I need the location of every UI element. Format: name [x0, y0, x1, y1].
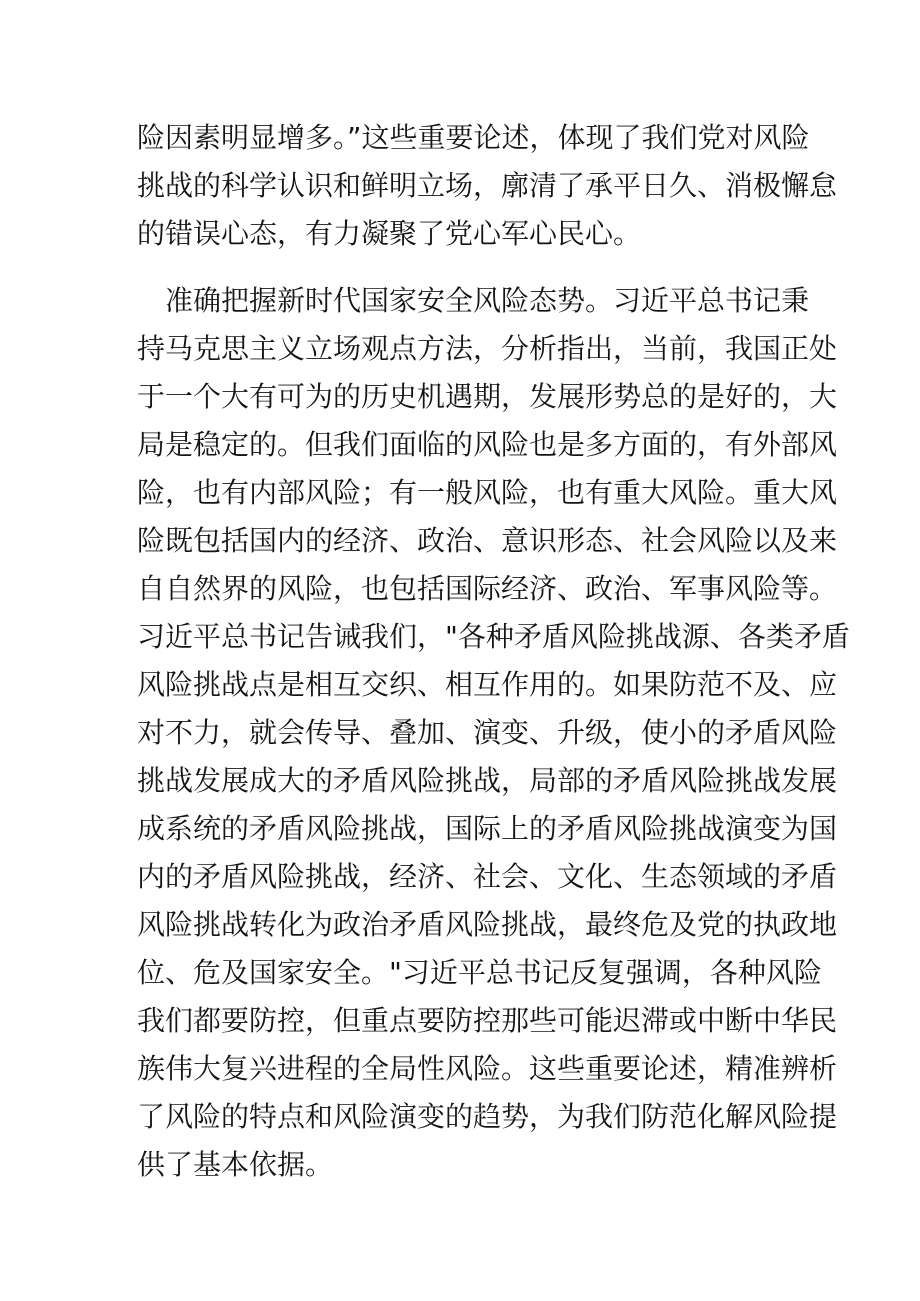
paragraph-line: 内的矛盾风险挑战，经济、社会、文化、生态领域的矛盾 [137, 860, 838, 893]
paragraph-line: 风险挑战转化为政治矛盾风险挑战，最终危及党的执政地 [137, 908, 838, 941]
paragraph-line: 了风险的特点和风险演变的趋势，为我们防范化解风险提 [137, 1100, 838, 1133]
paragraph-line: 习近平总书记告诫我们，"各种矛盾风险挑战源、各类矛盾 [137, 620, 850, 653]
paragraph-line: 险因素明显增多。”这些重要论述，体现了我们党对风险 [137, 121, 810, 154]
paragraph-line: 险既包括国内的经济、政治、意识形态、社会风险以及来 [137, 524, 838, 557]
paragraph-line: 我们都要防控，但重点要防控那些可能迟滞或中断中华民 [137, 1004, 838, 1037]
paragraph-line: 于一个大有可为的历史机遇期，发展形势总的是好的，大 [137, 380, 838, 413]
paragraph-line: 局是稳定的。但我们面临的风险也是多方面的，有外部风 [137, 428, 838, 461]
paragraph-1 [137, 114, 838, 258]
paragraph-line: 供了基本依据。 [137, 1148, 334, 1181]
paragraph-line: 险，也有内部风险；有一般风险，也有重大风险。重大风 [137, 476, 838, 509]
paragraph-line: 成系统的矛盾风险挑战，国际上的矛盾风险挑战演变为国 [137, 812, 838, 845]
paragraph-line: 对不力，就会传导、叠加、演变、升级，使小的矛盾风险 [137, 716, 838, 749]
paragraph-line: 挑战的科学认识和鲜明立场，廓清了承平日久、消极懈怠 [137, 169, 838, 202]
paragraph-line: 位、危及国家安全。"习近平总书记反复强调，各种风险 [137, 956, 822, 989]
paragraph-line: 持马克思主义立场观点方法，分析指出，当前，我国正处 [137, 332, 838, 365]
paragraph-line: 的错误心态，有力凝聚了党心军心民心。 [137, 217, 642, 250]
paragraph-line: 自自然界的风险，也包括国际经济、政治、军事风险等。 [137, 572, 838, 605]
paragraph-line: 准确把握新时代国家安全风险态势。习近平总书记秉 [165, 284, 810, 317]
paragraph-line: 挑战发展成大的矛盾风险挑战，局部的矛盾风险挑战发展 [137, 764, 838, 797]
paragraph-line: 风险挑战点是相互交织、相互作用的。如果防范不及、应 [137, 668, 838, 701]
paragraph-2 [137, 277, 850, 1189]
paragraph-line: 族伟大复兴进程的全局性风险。这些重要论述，精准辨析 [137, 1052, 838, 1085]
